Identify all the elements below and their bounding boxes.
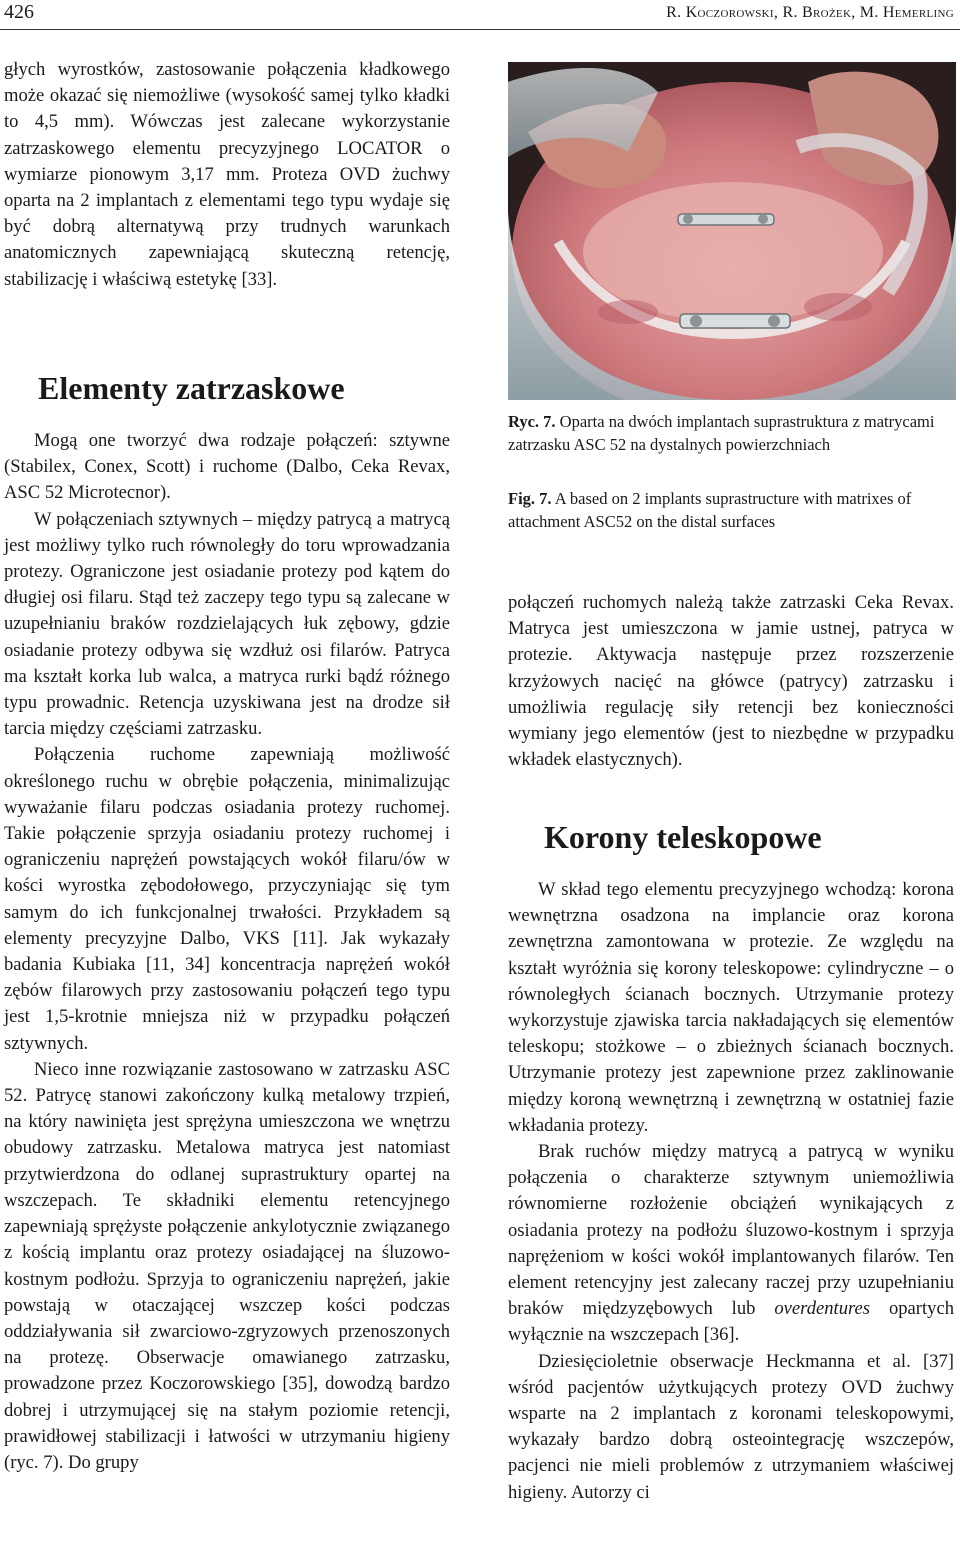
italic-term: overdentures xyxy=(774,1298,871,1320)
implant-bar-upper xyxy=(678,214,774,225)
paragraph: głych wyrostków, zastosowanie połączenia kładkowego może okazać się niemożliwe (wysokość samej tylko kładki to 4,5 mm). Wówczas jest zalecane wykorzystanie zatrzaskowego elementu precyzyjnego LOCATOR o wymiarze pionowym 3,17 mm. Proteza OVD żuchwy oparta na 2 implantach z elementami tego typu wydaje się być dobrą alternatywą przy trudnych warunkach anatomicznych zapewniającą skuteczną retencję, stabilizację i właściwą estetykę [33]. xyxy=(4,59,450,290)
paragraph: Mogą one tworzyć dwa rodzaje połączeń: sztywne (Stabilex, Conex, Scott) i ruchome (Dalbo, Ceka Revax, ASC 52 Microtecnor). xyxy=(4,430,450,504)
paragraph xyxy=(508,1139,954,1349)
paragraph: Połączenia ruchome zapewniają możliwość określonego ruchu w obrębie połączenia, minimalizując wyważanie filaru podczas osiadania protezy ruchomej. Takie połączenie sprzyja osiadaniu protezy ruchomej i ograniczeniu naprężeń powstających wokół filaru/ów w kości wyrostka zębodołowego, przyczyniając się tym samym do ich funkcjonalnej trwałości. Przykładem są elementy precyzyjne Dalbo, VKS [11]. Jak wykazały badania Kubiaka [11, 34] koncentracja naprężeń wokół zębów filarowych przy zastosowaniu połączeń tego typu jest 1,5-krotnie mniejsza niż w przypadku połączeń sztywnych. xyxy=(4,744,450,1054)
section-heading-elementy-zatrzaskowe: Elementy zatrzaskowe xyxy=(38,370,345,406)
left-column-section xyxy=(4,368,450,1476)
paragraph: W skład tego elementu precyzyjnego wchodzą: korona wewnętrzna osadzona na implancie oraz korona zewnętrzna zamontowana w protezie. Ze względu na kształt wyróżnia się korony teleskopowe: cylindryczne – o równoległych ścianach bocznych. Utrzymanie protezy wykorzystuje zjawiska tarcia nakładających się elementów teleskopu; stożkowe – o zbieżnych ścianach bocznych. Utrzymanie protezy jest zapewnione przez zaklinowanie między koroną wewnętrzną i zewnętrzną w ostatniej fazie wkładania protezy. xyxy=(508,879,954,1136)
page-header xyxy=(0,0,960,30)
figure-7-photo xyxy=(508,62,956,400)
page-number: 426 xyxy=(4,1,34,23)
intraoral-photo-illustration xyxy=(508,62,956,400)
caption-text-en: A based on 2 implants suprastructure with matrixes of attachment ASC52 on the distal surfaces xyxy=(508,489,912,531)
right-column-continuation xyxy=(508,590,954,773)
figure-caption-en xyxy=(508,488,954,533)
right-column-section xyxy=(508,817,954,1506)
implant-bar-lower xyxy=(680,314,790,328)
left-column-intro xyxy=(4,57,450,293)
paragraph-text: Brak ruchów między matrycą a patrycą w wyniku połączenia o charakterze sztywnym uniemożliwia równomierne rozłożenie obciążeń wynikających z osiadania protezy na podłożu śluzowo-kostnym i sprzyja naprężeniom w kości wokół implantowanych filarów. Ten element retencyjny jest zalecany raczej przy uzupełnianiu braków międzyzębowych lub xyxy=(508,1141,954,1320)
paragraph: Nieco inne rozwiązanie zastosowano w zatrzasku ASC 52. Patrycę stanowi zakończony kulką metalowy trzpień, na który nawinięta jest sprężyna umieszczona we wnętrzu obudowy zatrzasku. Metalowa matryca jest natomiast przytwierdzona do odlanej suprastruktury opartej na wszczepach. Te składniki elementu retencyjnego zapewniają sprężyste połączenie ankylotycznie związanego z kością implantu oraz protezy osiadającej na śluzowo-kostnym podłożu. Sprzyja to ograniczeniu naprężeń, jakie powstają w otaczającej wszczep kości podczas oddziaływania sił zwarciowo-zgryzowych przenoszonych na protezę. Obserwacje omawianego zatrzasku, prowadzone przez Koczorowskiego [35], dowodzą bardzo dobrej i utrzymującej się na stałym poziomie retencji, prawidłowej stabilizacji i łatwości w utrzymaniu higieny (ryc. 7). Do grupy xyxy=(4,1058,450,1473)
running-head: R. Koczorowski, R. Brożek, M. Hemerling xyxy=(666,4,954,21)
caption-label-pl: Ryc. 7. xyxy=(508,412,556,431)
figure-caption-pl xyxy=(508,411,954,456)
paragraph: W połączeniach sztywnych – między patrycą a matrycą jest możliwy tylko ruch równoległy do toru wprowadzania protezy. Ograniczone jest osiadanie protezy pod kątem do długiej osi filaru. Stąd też zaczepy tego typu są zalecane w uzupełnianiu braków rozdzielających łuk zębowy, gdzie osiadanie protezy odbywa się wzdłuż osi filarów. Patryca ma kształt korka lub walca, a matryca rurki bądź różnego typu prowadnic. Retencja uzyskiwana jest na drodze sił tarcia między częściami zatrzasku. xyxy=(4,508,450,740)
caption-text-pl: Oparta na dwóch implantach suprastruktura z matrycami zatrzasku ASC 52 na dystalnych powierzchniach xyxy=(508,412,935,454)
paragraph: połączeń ruchomych należą także zatrzaski Ceka Revax. Matryca jest umieszczona w jamie ustnej, patryca w protezie. Aktywacja następuje przez rozszerzenie krzyżowych nacięć na główce (patrycy) zatrzasku i umożliwia regulację siły retencji bez konieczności wymiany jego elementów (jest to niezbędne w przypadku wkładek elastycznych). xyxy=(508,592,954,771)
caption-label-en: Fig. 7. xyxy=(508,489,552,508)
section-heading-korony-teleskopowe: Korony teleskopowe xyxy=(544,819,822,855)
paragraph: Dziesięcioletnie obserwacje Heckmanna et al. [37] wśród pacjentów użytkujących protezy OVD żuchwy wsparte na 2 implantach z koronami teleskopowymi, wykazały bardzo dobrą osteointegrację wszczepów, pacjenci nie mieli problemów z utrzymaniem właściwej higieny. Autorzy ci xyxy=(508,1350,954,1503)
paragraph-text: opartych wyłącznie na wszczepach [36]. xyxy=(508,1298,955,1346)
header-rule xyxy=(0,29,960,30)
